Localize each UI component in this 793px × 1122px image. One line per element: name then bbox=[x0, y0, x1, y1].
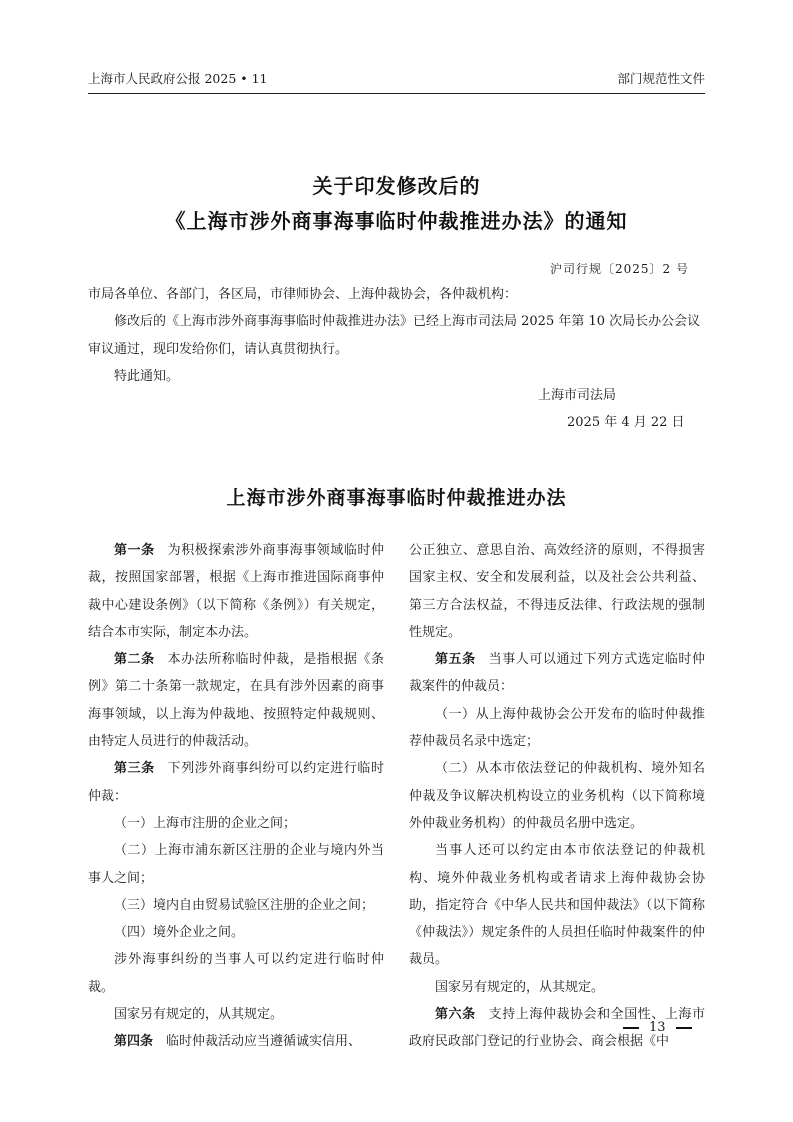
article-number: 第三条 bbox=[114, 761, 155, 777]
article-paragraph bbox=[88, 537, 384, 646]
article-text: （三）境内自由贸易试验区注册的企业之间； bbox=[114, 897, 375, 913]
notice-body bbox=[88, 281, 705, 390]
article-paragraph bbox=[88, 946, 384, 1001]
notice-recipients: 市局各单位、各部门，各区局，市律师协会、上海仲裁协会，各仲裁机构： bbox=[88, 287, 518, 302]
article-text: 本办法所称临时仲裁，是指根据《条例》第二十条第一款规定，在具有涉外因素的商事海事领域，以上海为仲裁地、按照特定仲裁规则、由特定人员进行的仲裁活动。 bbox=[88, 652, 384, 750]
article-number: 第五条 bbox=[435, 652, 476, 668]
notice-paragraph: 修改后的《上海市涉外商事海事临时仲裁推进办法》已经上海市司法局 2025 年第 10 次局长办公会议审议通过，现印发给你们，请认真贯彻执行。 bbox=[88, 314, 701, 357]
article-paragraph bbox=[88, 810, 384, 837]
article-paragraph bbox=[409, 974, 705, 1001]
article-text: （二）从本市依法登记的仲裁机构、境外知名仲裁及争议解决机构设立的业务机构（以下简称境外仲裁业务机构）的仲裁员名册中选定。 bbox=[409, 761, 705, 831]
article-text: 当事人可以通过下列方式选定临时仲裁案件的仲裁员： bbox=[409, 652, 705, 695]
article-paragraph bbox=[88, 1001, 384, 1028]
article-number: 第一条 bbox=[114, 543, 155, 558]
article-paragraph bbox=[88, 755, 384, 810]
page-number-text: 13 bbox=[649, 1020, 666, 1035]
article-paragraph bbox=[409, 537, 705, 646]
article-number: 第二条 bbox=[114, 652, 155, 668]
article-text: 公正独立、意思自治、高效经济的原则，不得损害国家主权、安全和发展利益，以及社会公共利益、第三方合法权益，不得违反法律、行政法规的强制性规定。 bbox=[409, 543, 705, 640]
notice-title-line2: 《上海市涉外商事海事临时仲裁推进办法》的通知 bbox=[165, 209, 628, 233]
article-text: 临时仲裁活动应当遵循诚实信用、 bbox=[166, 1034, 362, 1050]
article-text: 为积极探索涉外商事海事领域临时仲裁，按照国家部署，根据《上海市推进国际商事仲裁中心建设条例》（以下简称《条例》）有关规定，结合本市实际，制定本办法。 bbox=[88, 543, 384, 640]
article-text: 当事人还可以约定由本市依法登记的仲裁机构、境外仲裁业务机构或者请求上海仲裁协会协助，指定符合《中华人民共和国仲裁法》（以下简称《仲裁法》）规定条件的人员担任临时仲裁案件的仲裁员。 bbox=[409, 843, 705, 968]
left-column bbox=[88, 537, 384, 1056]
signer: 上海市司法局 bbox=[538, 388, 617, 403]
article-text: （一）从上海仲裁协会公开发布的临时仲裁推荐仲裁员名录中选定； bbox=[409, 706, 705, 750]
article-paragraph bbox=[409, 646, 705, 701]
article-paragraph bbox=[88, 837, 384, 892]
article-text: （一）上海市注册的企业之间； bbox=[114, 815, 297, 831]
article-text: 涉外海事纠纷的当事人可以约定进行临时仲裁。 bbox=[88, 952, 384, 995]
article-number: 第四条 bbox=[114, 1034, 154, 1050]
article-paragraph bbox=[409, 837, 705, 973]
article-number: 第六条 bbox=[435, 1007, 476, 1023]
article-text: 支持上海仲裁协会和全国性、上海市政府民政部门登记的行业协会、商会根据《中 bbox=[409, 1007, 705, 1050]
law-title: 上海市涉外商事海事临时仲裁推进办法 bbox=[226, 487, 567, 509]
dash-right bbox=[676, 1027, 692, 1029]
header-divider bbox=[88, 93, 705, 94]
article-paragraph bbox=[88, 892, 384, 919]
article-paragraph bbox=[88, 919, 384, 946]
notice-title-line1: 关于印发修改后的 bbox=[312, 174, 481, 198]
article-paragraph bbox=[409, 755, 705, 837]
page-number bbox=[623, 1020, 692, 1035]
header-publication: 上海市人民政府公报 2025 • 11 bbox=[88, 71, 268, 86]
document-number: 沪司行规〔2025〕2 号 bbox=[550, 262, 689, 276]
article-paragraph bbox=[409, 701, 705, 756]
article-text: 国家另有规定的，从其规定。 bbox=[435, 979, 605, 995]
signature-date: 2025 年 4 月 22 日 bbox=[567, 415, 685, 430]
article-text: 下列涉外商事纠纷可以约定进行临时仲裁： bbox=[88, 761, 384, 804]
article-text: （二）上海市浦东新区注册的企业与境内外当事人之间； bbox=[88, 843, 384, 886]
article-paragraph bbox=[88, 646, 384, 755]
article-text: 国家另有规定的，从其规定。 bbox=[114, 1007, 284, 1023]
dash-left bbox=[623, 1027, 639, 1029]
article-text: （四）境外企业之间。 bbox=[114, 925, 245, 941]
article-paragraph bbox=[88, 1028, 384, 1055]
notice-closing: 特此通知。 bbox=[114, 368, 180, 384]
right-column bbox=[409, 537, 705, 1056]
running-header bbox=[88, 66, 705, 90]
header-section: 部门规范性文件 bbox=[617, 71, 705, 86]
